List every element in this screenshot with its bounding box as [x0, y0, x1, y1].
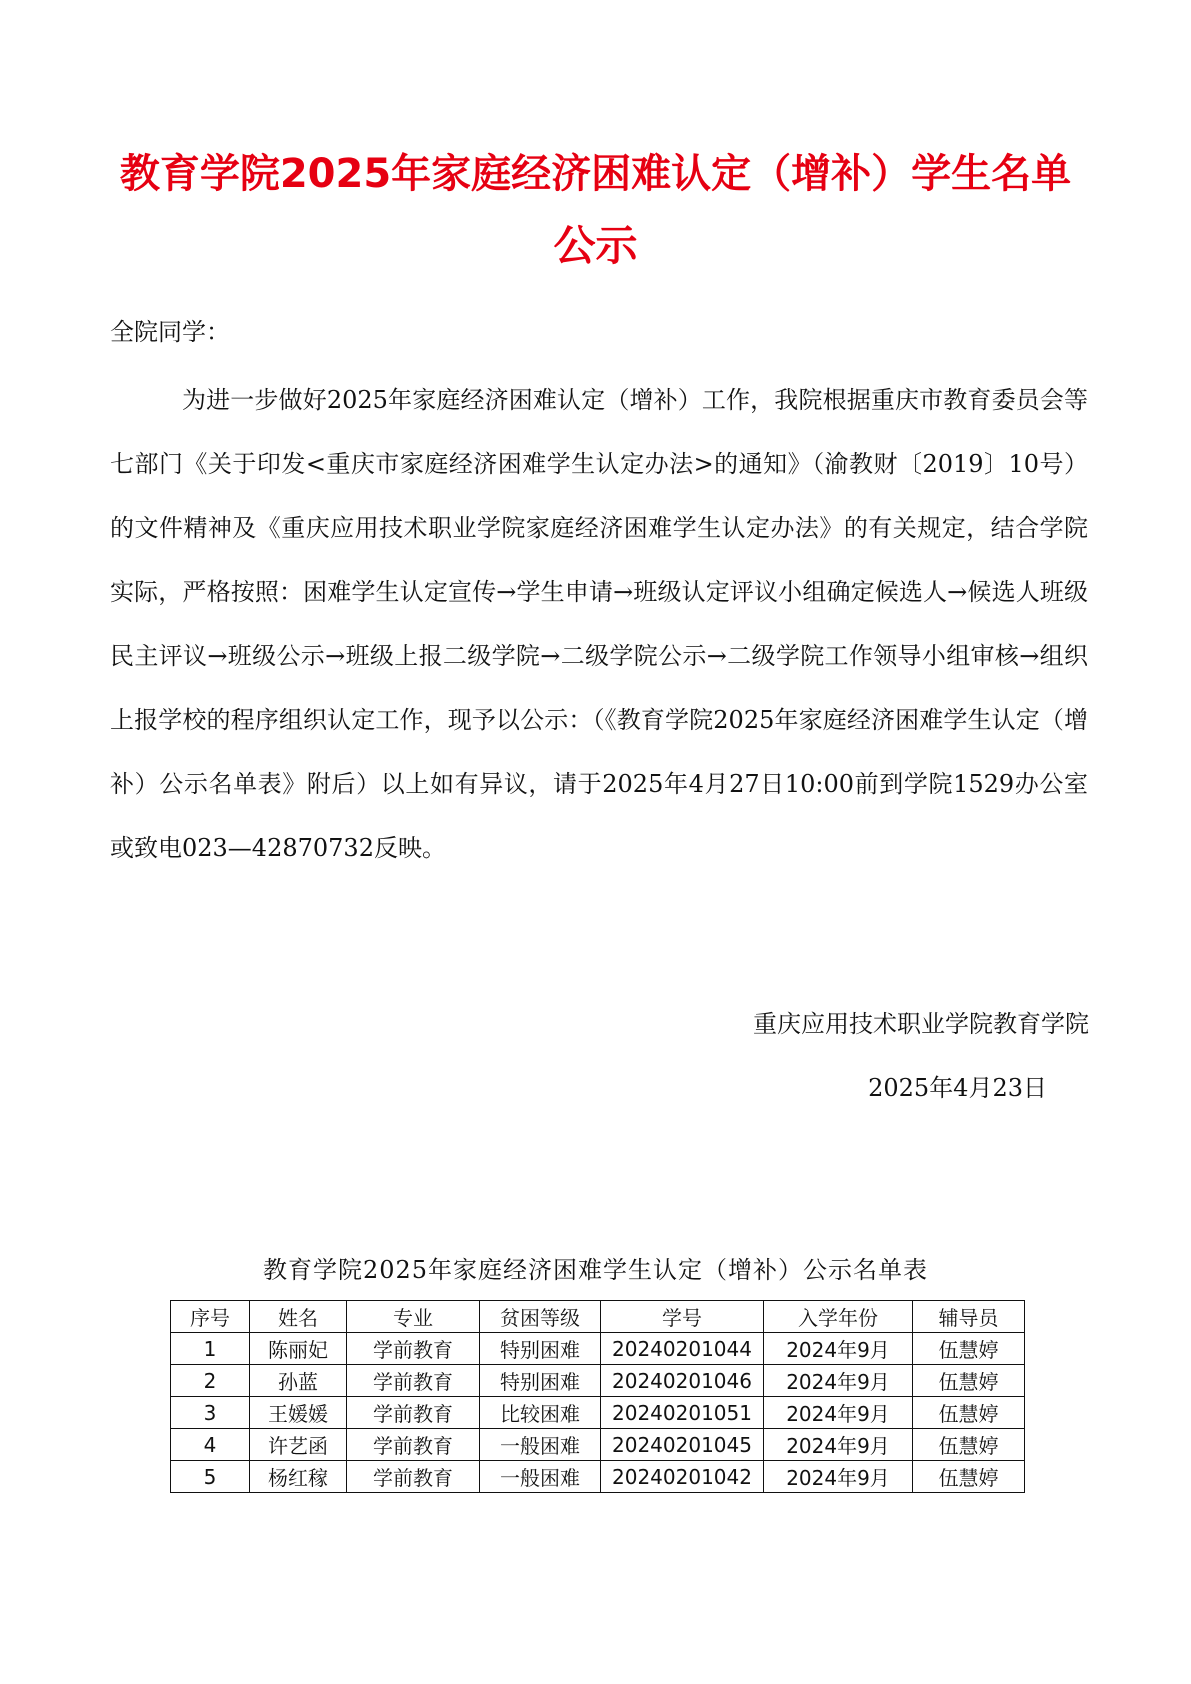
cell-student-id: 20240201042 — [601, 1461, 764, 1493]
cell-student-id: 20240201044 — [601, 1333, 764, 1365]
table-header-row — [171, 1301, 1025, 1333]
cell-poverty-level: 一般困难 — [480, 1429, 601, 1461]
cell-poverty-level: 一般困难 — [480, 1461, 601, 1493]
cell-enrollment: 2024年9月 — [764, 1429, 913, 1461]
header-enrollment: 入学年份 — [764, 1301, 913, 1333]
cell-major: 学前教育 — [347, 1365, 480, 1397]
document-title: 教育学院2025年家庭经济困难认定（增补）学生名单 — [119, 151, 1072, 197]
cell-enrollment: 2024年9月 — [764, 1397, 913, 1429]
cell-major: 学前教育 — [347, 1429, 480, 1461]
header-name: 姓名 — [250, 1301, 347, 1333]
signature-date: 2025年4月23日 — [868, 1074, 1047, 1102]
cell-index: 4 — [171, 1429, 250, 1461]
cell-major: 学前教育 — [347, 1461, 480, 1493]
cell-student-id: 20240201046 — [601, 1365, 764, 1397]
table-row — [171, 1461, 1025, 1493]
cell-counselor: 伍慧婷 — [913, 1429, 1025, 1461]
cell-index: 1 — [171, 1333, 250, 1365]
document-title-subline: 公示 — [553, 221, 638, 270]
cell-enrollment: 2024年9月 — [764, 1365, 913, 1397]
header-student-id: 学号 — [601, 1301, 764, 1333]
cell-major: 学前教育 — [347, 1397, 480, 1429]
table-row — [171, 1365, 1025, 1397]
header-index: 序号 — [171, 1301, 250, 1333]
cell-enrollment: 2024年9月 — [764, 1333, 913, 1365]
cell-poverty-level: 特别困难 — [480, 1333, 601, 1365]
cell-major: 学前教育 — [347, 1333, 480, 1365]
salutation: 全院同学： — [110, 318, 230, 346]
signature-organization: 重庆应用技术职业学院教育学院 — [753, 1010, 1089, 1038]
cell-student-id: 20240201051 — [601, 1397, 764, 1429]
notice-body: 为进一步做好2025年家庭经济困难认定（增补）工作，我院根据重庆市教育委员会等七部门《关于印发<重庆市家庭经济困难学生认定办法>的通知》（渝教财〔2019〕10号）的文件精神及《重庆应用技术职业学院家庭经济困难学生认定办法》的有关规定，结合学院实际，严格按照：困难学生认定宣传→学生申请→班级认定评议小组确定候选人→候选人班级民主评议→班级公示→班级上报二级学院→二级学院公示→二级学院工作领导小组审核→组织上报学校的程序组织认定工作，现予以公示：（《教育学院2025年家庭经济困难学生认定（增补）公示名单表》附后）以上如有异议，请于2025年4月27日10:00前到学院1529办公室或致电023—42870732反映。 — [110, 386, 1088, 862]
cell-index: 3 — [171, 1397, 250, 1429]
table-row — [171, 1429, 1025, 1461]
table-caption: 教育学院2025年家庭经济困难学生认定（增补）公示名单表 — [262, 1256, 929, 1284]
cell-counselor: 伍慧婷 — [913, 1397, 1025, 1429]
student-roster-table — [170, 1300, 1025, 1493]
header-major: 专业 — [347, 1301, 480, 1333]
cell-poverty-level: 特别困难 — [480, 1365, 601, 1397]
cell-counselor: 伍慧婷 — [913, 1365, 1025, 1397]
cell-name: 孙蓝 — [250, 1365, 347, 1397]
cell-poverty-level: 比较困难 — [480, 1397, 601, 1429]
header-counselor: 辅导员 — [913, 1301, 1025, 1333]
cell-name: 杨红稼 — [250, 1461, 347, 1493]
table-row — [171, 1397, 1025, 1429]
cell-name: 王媛媛 — [250, 1397, 347, 1429]
cell-index: 2 — [171, 1365, 250, 1397]
table-row — [171, 1333, 1025, 1365]
cell-student-id: 20240201045 — [601, 1429, 764, 1461]
cell-index: 5 — [171, 1461, 250, 1493]
cell-counselor: 伍慧婷 — [913, 1333, 1025, 1365]
cell-name: 许艺函 — [250, 1429, 347, 1461]
header-poverty-level: 贫困等级 — [480, 1301, 601, 1333]
cell-name: 陈丽妃 — [250, 1333, 347, 1365]
cell-counselor: 伍慧婷 — [913, 1461, 1025, 1493]
cell-enrollment: 2024年9月 — [764, 1461, 913, 1493]
